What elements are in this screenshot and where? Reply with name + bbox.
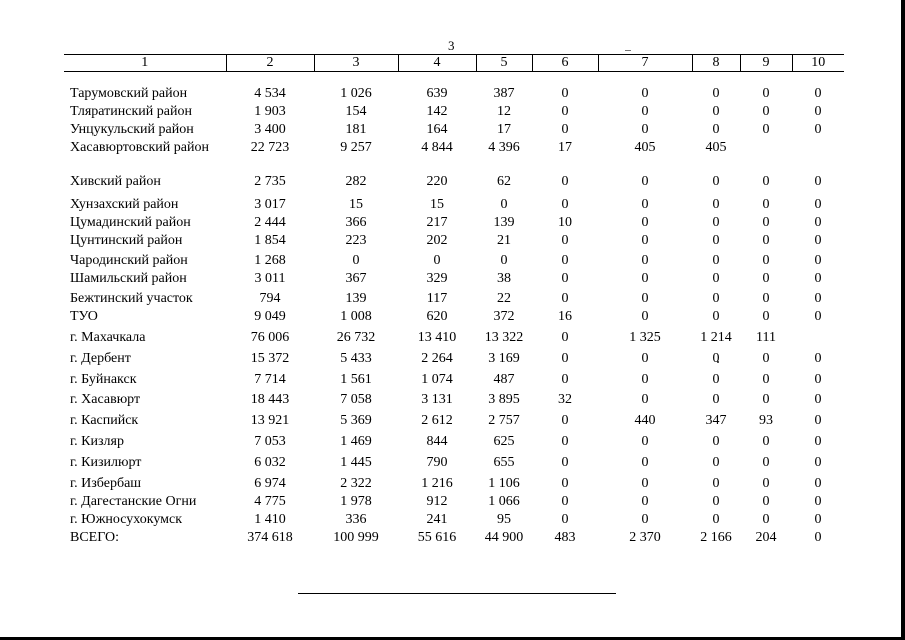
table-cell: 1 854	[254, 233, 286, 248]
table-cell: 387	[493, 86, 515, 101]
table-cell: 0	[712, 86, 720, 101]
table-cell: 0	[712, 372, 720, 387]
table-row	[64, 530, 844, 554]
table-cell: 0	[762, 455, 770, 470]
table-cell: 366	[345, 215, 367, 230]
table-cell: 217	[426, 215, 448, 230]
table-cell: 655	[493, 455, 515, 470]
table-cell: 0	[814, 494, 822, 509]
table-cell: 21	[497, 233, 511, 248]
table-cell: 1 026	[340, 86, 372, 101]
table-cell: 2 735	[254, 174, 286, 189]
row-label: г. Дагестанские Огни	[70, 494, 197, 509]
table-cell: 1 325	[629, 330, 661, 345]
table-cell: 0	[641, 372, 649, 387]
table-row	[64, 104, 844, 122]
table-cell: 0	[561, 197, 569, 212]
table-row	[64, 413, 844, 434]
table-header-row	[64, 55, 844, 72]
row-label: г. Дербент	[70, 351, 131, 366]
table-cell: 223	[345, 233, 367, 248]
table-cell: 1 074	[421, 372, 453, 387]
table-cell: 0	[814, 122, 822, 137]
scan-mark	[625, 50, 631, 51]
row-label: ВСЕГО:	[70, 530, 119, 545]
table-cell: 22	[497, 291, 511, 306]
table-cell: 1 978	[340, 494, 372, 509]
row-label: г. Каспийск	[70, 413, 139, 428]
table-cell: 0	[814, 512, 822, 527]
table-row	[64, 476, 844, 494]
table-cell: 154	[345, 104, 367, 119]
table-cell: 0	[712, 309, 720, 324]
table-cell: 0	[712, 104, 720, 119]
table-cell: 0	[561, 330, 569, 345]
table-cell: 405	[634, 140, 656, 155]
table-cell: 0	[762, 494, 770, 509]
table-cell: 1 214	[700, 330, 732, 345]
table-cell: 2 166	[700, 530, 732, 545]
table-cell: 336	[345, 512, 367, 527]
table-row	[64, 494, 844, 512]
table-cell: 0	[814, 233, 822, 248]
table-cell: 2 612	[421, 413, 453, 428]
table-row	[64, 512, 844, 530]
table-cell: 0	[641, 351, 649, 366]
page-edge-right	[901, 0, 905, 640]
row-label: Бежтинский участок	[70, 291, 193, 306]
table-cell: 0	[814, 351, 822, 366]
table-cell: 1 216	[421, 476, 453, 491]
table-cell: 0	[641, 271, 649, 286]
table-cell: 9 049	[254, 309, 286, 324]
table-cell: 1 008	[340, 309, 372, 324]
column-header: 10	[792, 55, 844, 72]
table-cell: 7 714	[254, 372, 286, 387]
column-header: 6	[532, 55, 598, 72]
footer-rule	[298, 593, 616, 594]
table-cell: 0	[641, 233, 649, 248]
table-cell: 2 322	[340, 476, 372, 491]
table-row	[64, 122, 844, 140]
table-row	[64, 197, 844, 215]
table-cell: 0	[814, 392, 822, 407]
table-cell: 13 921	[250, 413, 290, 428]
table-cell: 0	[712, 476, 720, 491]
table-cell: 4 775	[254, 494, 286, 509]
table-cell: 38	[497, 271, 511, 286]
table-cell: 0	[712, 253, 720, 268]
table-cell: 0	[814, 413, 822, 428]
table-cell: 0	[712, 233, 720, 248]
table-cell: 0	[641, 434, 649, 449]
row-label: г. Кизилюрт	[70, 455, 142, 470]
table-cell: 0	[814, 309, 822, 324]
table-cell: 0	[641, 253, 649, 268]
table-cell: 0	[814, 197, 822, 212]
table-cell: 625	[493, 434, 515, 449]
table-cell: 4 844	[421, 140, 453, 155]
table-row	[64, 271, 844, 291]
table-cell: 117	[426, 291, 448, 306]
table-cell: 17	[558, 140, 572, 155]
table-cell: 0	[641, 197, 649, 212]
table-cell: 0	[762, 122, 770, 137]
table-cell: 3 131	[421, 392, 453, 407]
table-cell: 0	[561, 86, 569, 101]
table-cell: 220	[426, 174, 448, 189]
row-label: Унцукульский район	[70, 122, 194, 137]
table-cell: 0	[500, 253, 508, 268]
table-cell: 93	[759, 413, 773, 428]
table-row	[64, 372, 844, 392]
table-cell: 0	[814, 104, 822, 119]
table-cell: 0	[762, 351, 770, 366]
table-cell: 7 053	[254, 434, 286, 449]
table-cell: 794	[259, 291, 281, 306]
table-cell: 15 372	[250, 351, 290, 366]
table-cell: 0	[762, 309, 770, 324]
table-cell: 0	[561, 494, 569, 509]
table-cell: 3 017	[254, 197, 286, 212]
table-cell: 0	[641, 512, 649, 527]
table-cell: 16	[558, 309, 572, 324]
table-cell: 372	[493, 309, 515, 324]
page-number: 3	[448, 38, 455, 53]
table-cell: 347	[705, 413, 727, 428]
table-cell: 0	[641, 455, 649, 470]
table-cell: 0	[712, 434, 720, 449]
table-cell: 0	[561, 413, 569, 428]
table-cell: 329	[426, 271, 448, 286]
table-row	[64, 351, 844, 372]
table-cell: 1 561	[340, 372, 372, 387]
table-cell: 405	[705, 140, 727, 155]
row-label: г. Хасавюрт	[70, 392, 141, 407]
table-cell: 1 445	[340, 455, 372, 470]
table-cell: 282	[345, 174, 367, 189]
table-cell: 0	[561, 271, 569, 286]
table-cell: 5 369	[340, 413, 372, 428]
table-cell: 0	[561, 122, 569, 137]
column-header: 8	[692, 55, 740, 72]
table-cell: 0	[814, 86, 822, 101]
table-cell: 0	[762, 512, 770, 527]
table-cell: 0	[500, 197, 508, 212]
table-cell: 2 757	[488, 413, 520, 428]
table-cell: 0	[762, 271, 770, 286]
table-cell: 0	[712, 291, 720, 306]
table-cell: 844	[426, 434, 448, 449]
row-label: Чародинский район	[70, 253, 188, 268]
table-cell: 0	[814, 215, 822, 230]
table-cell: 44 900	[484, 530, 524, 545]
table-cell: 1 469	[340, 434, 372, 449]
table-row	[64, 253, 844, 271]
table-cell: 6 032	[254, 455, 286, 470]
table-cell: 0	[561, 104, 569, 119]
table-cell: 0	[561, 434, 569, 449]
table-row	[64, 309, 844, 330]
row-label: г. Махачкала	[70, 330, 146, 345]
table-cell: 2 264	[421, 351, 453, 366]
table-cell: 0	[814, 271, 822, 286]
table-cell: 0	[641, 309, 649, 324]
table-cell: 204	[755, 530, 777, 545]
table-cell: 0	[561, 351, 569, 366]
table-cell: 55 616	[417, 530, 457, 545]
table-row	[64, 233, 844, 253]
table-cell: 0	[762, 253, 770, 268]
table-cell: 13 410	[417, 330, 457, 345]
table-cell	[792, 330, 844, 351]
table-cell: 139	[345, 291, 367, 306]
table-cell: 5 433	[340, 351, 372, 366]
table-cell: 17	[497, 122, 511, 137]
table-cell: 0	[561, 455, 569, 470]
table-cell: 18 443	[250, 392, 290, 407]
column-header: 5	[476, 55, 532, 72]
table-cell: 790	[426, 455, 448, 470]
table-cell: 2 370	[629, 530, 661, 545]
table-cell: 12	[497, 104, 511, 119]
table-cell: 1 410	[254, 512, 286, 527]
table-cell: 0	[814, 530, 822, 545]
table-row	[64, 140, 844, 174]
table-cell: 0	[712, 197, 720, 212]
row-label: Цунтинский район	[70, 233, 183, 248]
table-cell: 0	[641, 122, 649, 137]
table-cell: 0	[433, 253, 441, 268]
table-cell: 181	[345, 122, 367, 137]
table-cell: 0	[814, 476, 822, 491]
table-cell: 0	[641, 104, 649, 119]
table-cell: 0	[712, 494, 720, 509]
header-spacer	[64, 72, 844, 87]
row-label: г. Кизляр	[70, 434, 124, 449]
table-cell: 0	[762, 372, 770, 387]
table-cell: 9 257	[340, 140, 372, 155]
row-label: г. Южносухокумск	[70, 512, 183, 527]
table-cell: 0	[762, 86, 770, 101]
table-cell: 3 895	[488, 392, 520, 407]
table-cell: 241	[426, 512, 448, 527]
row-label: Хунзахский район	[70, 197, 179, 212]
table-cell: 367	[345, 271, 367, 286]
row-label: Тляратинский район	[70, 104, 192, 119]
table-cell: 374 618	[247, 530, 293, 545]
table-cell: 620	[426, 309, 448, 324]
table-cell: 0	[712, 351, 720, 366]
table-cell: 0	[561, 253, 569, 268]
table-cell: 0	[762, 174, 770, 189]
table-cell: 0	[712, 122, 720, 137]
table-row	[64, 455, 844, 476]
table-cell: 0	[814, 434, 822, 449]
table-row	[64, 86, 844, 104]
column-header: 3	[314, 55, 398, 72]
table-cell: 7 058	[340, 392, 372, 407]
table-cell: 0	[712, 392, 720, 407]
row-label: Хивский район	[70, 174, 161, 189]
column-header: 1	[64, 55, 226, 72]
table-cell: 0	[561, 233, 569, 248]
table-cell: 100 999	[333, 530, 379, 545]
table-cell: 1 903	[254, 104, 286, 119]
table-cell: 0	[762, 434, 770, 449]
table-cell: 0	[561, 372, 569, 387]
row-label: г. Буйнакск	[70, 372, 137, 387]
table-cell: 0	[762, 233, 770, 248]
table-cell: 164	[426, 122, 448, 137]
table-cell: 0	[712, 512, 720, 527]
table-cell: 0	[561, 512, 569, 527]
row-label: ТУО	[70, 309, 98, 324]
table-cell: 202	[426, 233, 448, 248]
table-cell: 4 534	[254, 86, 286, 101]
column-header: 2	[226, 55, 314, 72]
table-cell: 0	[712, 174, 720, 189]
row-label: Тарумовский район	[70, 86, 188, 101]
table-cell: 95	[497, 512, 511, 527]
table-cell: 13 322	[484, 330, 524, 345]
table-cell: 2 444	[254, 215, 286, 230]
table-cell: 0	[561, 476, 569, 491]
table-cell: 0	[641, 86, 649, 101]
table-cell	[740, 140, 792, 174]
table-cell: 1 268	[254, 253, 286, 268]
table-cell: 0	[762, 476, 770, 491]
table-cell: 0	[641, 476, 649, 491]
column-header: 7	[598, 55, 692, 72]
table-cell	[792, 140, 844, 174]
table-cell: 912	[426, 494, 448, 509]
table-cell: 15	[430, 197, 444, 212]
table-cell: 483	[554, 530, 576, 545]
table-cell: 0	[641, 174, 649, 189]
table-row	[64, 392, 844, 413]
table-cell: 26 732	[336, 330, 376, 345]
row-label: Шамильский район	[70, 271, 187, 286]
table-cell: 0	[814, 372, 822, 387]
table-cell: 0	[762, 291, 770, 306]
row-label: Цумадинский район	[70, 215, 191, 230]
table-cell: 0	[561, 291, 569, 306]
table-cell: 62	[497, 174, 511, 189]
table-cell: 0	[762, 104, 770, 119]
table-cell: 0	[641, 392, 649, 407]
table-cell: 0	[762, 215, 770, 230]
table-cell: 0	[814, 455, 822, 470]
table-row	[64, 215, 844, 233]
table-cell: 0	[762, 392, 770, 407]
table-cell: 0	[814, 174, 822, 189]
table-cell: 0	[712, 215, 720, 230]
table-cell: 1 106	[488, 476, 520, 491]
statistics-table	[64, 54, 844, 554]
table-row	[64, 174, 844, 197]
table-cell: 10	[558, 215, 572, 230]
table-row	[64, 291, 844, 309]
table-cell: 487	[493, 372, 515, 387]
table-cell: 0	[641, 291, 649, 306]
table-cell: 0	[561, 174, 569, 189]
table-body	[64, 72, 844, 555]
table-row	[64, 330, 844, 351]
table-cell: 0	[762, 197, 770, 212]
table-cell: 0	[814, 291, 822, 306]
table-row	[64, 434, 844, 455]
table-cell: 4 396	[488, 140, 520, 155]
row-label: Хасавюртовский район	[70, 140, 209, 155]
table-cell: 1 066	[488, 494, 520, 509]
table-cell: 0	[641, 215, 649, 230]
table-cell: 3 011	[254, 271, 286, 286]
table-cell: 15	[349, 197, 363, 212]
table-cell: 111	[756, 330, 776, 345]
table-cell: 0	[814, 253, 822, 268]
column-header: 4	[398, 55, 476, 72]
column-header: 9	[740, 55, 792, 72]
table-cell: 639	[426, 86, 448, 101]
table-cell: 0	[712, 271, 720, 286]
table-cell: 0	[641, 494, 649, 509]
table-cell: 6 974	[254, 476, 286, 491]
table-cell: 22 723	[250, 140, 290, 155]
table-cell: 0	[712, 455, 720, 470]
table-cell: 139	[493, 215, 515, 230]
table-cell: 440	[634, 413, 656, 428]
table-cell: 0	[352, 253, 360, 268]
table-cell: 3 400	[254, 122, 286, 137]
table-cell: 32	[558, 392, 572, 407]
row-label: г. Избербаш	[70, 476, 142, 491]
table-cell: 76 006	[250, 330, 290, 345]
table-cell: 3 169	[488, 351, 520, 366]
table-cell: 142	[426, 104, 448, 119]
